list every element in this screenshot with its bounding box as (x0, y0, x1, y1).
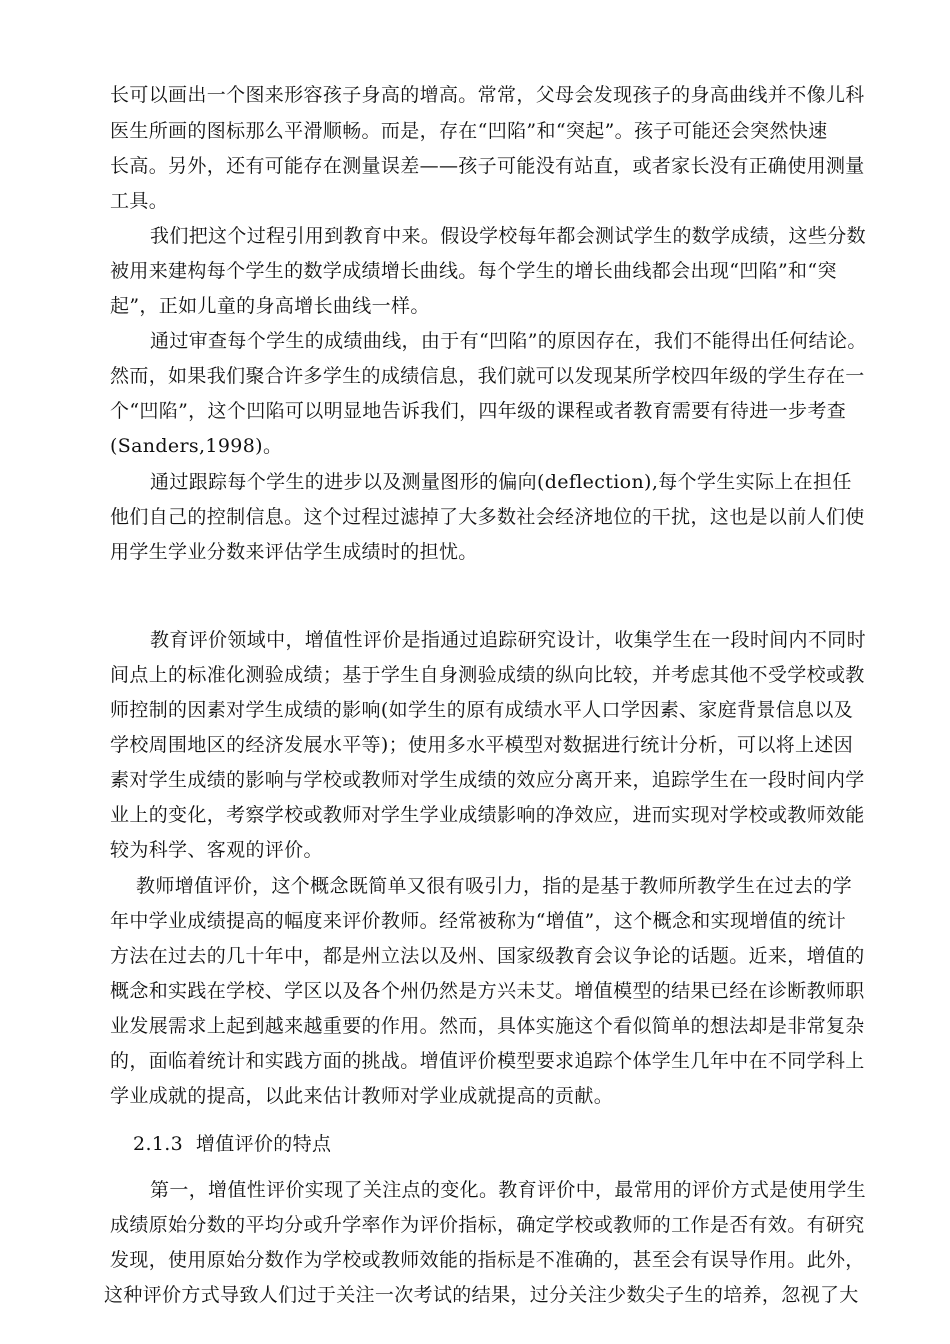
text-line: 个“凹陷”，这个凹陷可以明显地告诉我们，四年级的课程或者教育需要有待进一步考查 (110, 400, 847, 422)
text-line: 通过跟踪每个学生的进步以及测量图形的偏向(deflection),每个学生实际上在担任 (150, 471, 852, 493)
text-line: 他们自己的控制信息。这个过程过滤掉了大多数社会经济地位的干扰，这也是以前人们使 (110, 506, 865, 528)
section-title: 增值评价的特点 (195, 1133, 332, 1155)
text-line: 业上的变化，考察学校或教师对学生学业成绩影响的净效应，进而实现对学校或教师效能 (110, 804, 865, 826)
text-line: 间点上的标准化测验成绩；基于学生自身测验成绩的纵向比较，并考虑其他不受学校或教 (110, 664, 865, 686)
section-heading (133, 1132, 331, 1156)
text-line: 教育评价领域中，增值性评价是指通过追踪研究设计，收集学生在一段时间内不同时 (150, 629, 866, 651)
text-line: 用学生学业分数来评估学生成绩时的担忧。 (110, 541, 478, 563)
text-line: 的，面临着统计和实践方面的挑战。增值评价模型要求追踪个体学生几年中在不同学科上 (110, 1050, 865, 1072)
text-line: 学业成就的提高，以此来估计教师对学业成就提高的贡献。 (110, 1085, 614, 1107)
text-line: 发现，使用原始分数作为学校或教师效能的指标是不准确的，甚至会有误导作用。此外， (110, 1249, 865, 1271)
text-line: 第一，增值性评价实现了关注点的变化。教育评价中，最常用的评价方式是使用学生 (150, 1179, 866, 1201)
text-line: 被用来建构每个学生的数学成绩增长曲线。每个学生的增长曲线都会出现“凹陷”和“突 (110, 260, 837, 282)
text-line: 长可以画出一个图来形容孩子身高的增高。常常，父母会发现孩子的身高曲线并不像儿科 (110, 84, 865, 106)
text-line: 然而，如果我们聚合许多学生的成绩信息，我们就可以发现某所学校四年级的学生存在一 (110, 365, 865, 387)
text-line: 医生所画的图标那么平滑顺畅。而是，存在“凹陷”和“突起”。孩子可能还会突然快速 (110, 120, 828, 142)
text-line: 业发展需求上起到越来越重要的作用。然而，具体实施这个看似简单的想法却是非常复杂 (110, 1015, 865, 1037)
text-line: (Sanders,1998)。 (110, 435, 283, 457)
text-line: 教师增值评价，这个概念既简单又很有吸引力，指的是基于教师所教学生在过去的学 (136, 875, 852, 897)
text-line: 年中学业成绩提高的幅度来评价教师。经常被称为“增值”，这个概念和实现增值的统计 (110, 910, 847, 932)
text-line: 长高。另外，还有可能存在测量误差——孩子可能没有站直，或者家长没有正确使用测量 (110, 155, 865, 177)
text-line: 这种评价方式导致人们过于关注一次考试的结果，过分关注少数尖子生的培养，忽视了大 (104, 1284, 859, 1306)
text-line: 师控制的因素对学生成绩的影响(如学生的原有成绩水平人口学因素、家庭背景信息以及 (110, 699, 854, 721)
text-line: 工具。 (110, 190, 169, 212)
text-line: 成绩原始分数的平均分或升学率作为评价指标，确定学校或教师的工作是否有效。有研究 (110, 1214, 865, 1236)
text-line: 学校周围地区的经济发展水平等)；使用多水平模型对数据进行统计分析，可以将上述因 (110, 734, 854, 756)
section-number: 2.1.3 (133, 1133, 184, 1155)
text-line: 素对学生成绩的影响与学校或教师对学生成绩的效应分离开来，追踪学生在一段时间内学 (110, 769, 865, 791)
text-line: 通过审查每个学生的成绩曲线，由于有“凹陷”的原因存在，我们不能得出任何结论。 (150, 330, 867, 352)
text-line: 起”，正如儿童的身高增长曲线一样。 (110, 295, 430, 317)
text-line: 较为科学、客观的评价。 (110, 839, 323, 861)
text-line: 我们把这个过程引用到教育中来。假设学校每年都会测试学生的数学成绩，这些分数 (150, 225, 866, 247)
text-line: 方法在过去的几十年中，都是州立法以及州、国家级教育会议争论的话题。近来，增值的 (110, 945, 865, 967)
text-line: 概念和实践在学校、学区以及各个州仍然是方兴未艾。增值模型的结果已经在诊断教师职 (110, 980, 865, 1002)
